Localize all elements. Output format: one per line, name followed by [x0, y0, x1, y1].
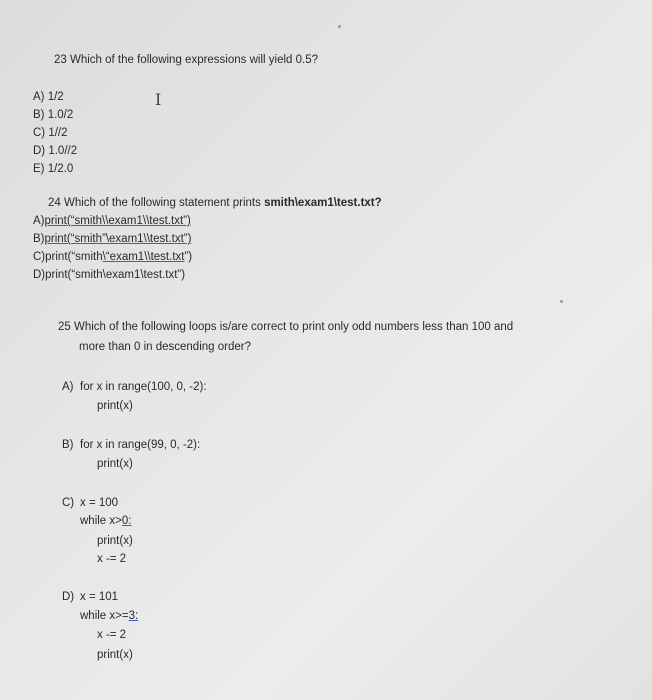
q25-option-d-while: while x>=: [80, 610, 129, 622]
q24-option-a-text: print(“smith\\exam1\\test.txt”): [44, 215, 191, 227]
question-24: [48, 196, 382, 210]
q25-option-a-line-2: print(x): [97, 400, 133, 412]
q24-option-b-letter: B): [33, 233, 45, 245]
q25-option-c-line-2: [80, 514, 131, 528]
q24-option-c-text-c: ”): [184, 251, 193, 263]
q24-option-c: [33, 250, 192, 264]
text-cursor-icon: I: [155, 90, 162, 109]
q25-option-c-line-1: x = 100: [80, 497, 119, 509]
q24-option-c-text-a: print(“smith: [45, 251, 103, 263]
q25-option-d-condition: 3:: [128, 610, 139, 622]
q23-option-b: B) 1.0/2: [33, 109, 74, 121]
q24-option-b: [33, 232, 191, 246]
q25-option-c-label: C): [62, 497, 75, 509]
speck: [560, 300, 563, 303]
q25-option-d-label: D): [62, 591, 75, 603]
question-25-line-1: 25 Which of the following loops is/are correct to print only odd numbers less than 100 and: [58, 321, 514, 333]
q25-option-d-line-3: x -= 2: [97, 629, 127, 641]
question-25-line-2: more than 0 in descending order?: [79, 341, 251, 353]
question-23: 23 Which of the following expressions will yield 0.5?: [54, 54, 318, 66]
q24-option-b-text: print(“smith”\exam1\\test.txt”): [44, 233, 192, 245]
q25-option-c-line-4: x -= 2: [97, 553, 127, 565]
q25-option-d-line-1: x = 101: [80, 591, 119, 603]
q25-option-b-label: B): [62, 439, 74, 451]
speck: [338, 25, 341, 28]
q23-option-a: A) 1/2: [33, 91, 64, 103]
q25-option-d-line-2: [80, 609, 138, 623]
question-24-text: 24 Which of the following statement prints: [48, 197, 265, 209]
q24-option-d: [33, 268, 185, 282]
q25-option-c-while: while x>: [80, 515, 122, 527]
q25-option-b-line-1: for x in range(99, 0, -2):: [80, 439, 201, 451]
q23-option-c: C) 1//2: [33, 127, 68, 139]
q24-option-d-letter: D): [33, 269, 46, 281]
q24-option-c-text-b: \“exam1\\test.txt: [102, 251, 185, 263]
q25-option-b-line-2: print(x): [97, 458, 133, 470]
q24-option-c-letter: C): [33, 251, 46, 263]
q23-option-e: E) 1/2.0: [33, 163, 74, 175]
question-24-bold: smith\exam1\test.txt?: [264, 197, 382, 209]
q25-option-c-condition: 0:: [121, 515, 132, 527]
q24-option-d-text: print(“smith\exam1\test.txt”): [45, 269, 186, 281]
q23-option-d: D) 1.0//2: [33, 145, 78, 157]
q25-option-d-line-4: print(x): [97, 649, 133, 661]
q25-option-a-label: A): [62, 381, 74, 393]
q24-option-a-letter: A): [33, 215, 45, 227]
q24-option-a: [33, 214, 191, 228]
q25-option-a-line-1: for x in range(100, 0, -2):: [80, 381, 207, 393]
q25-option-c-line-3: print(x): [97, 535, 133, 547]
